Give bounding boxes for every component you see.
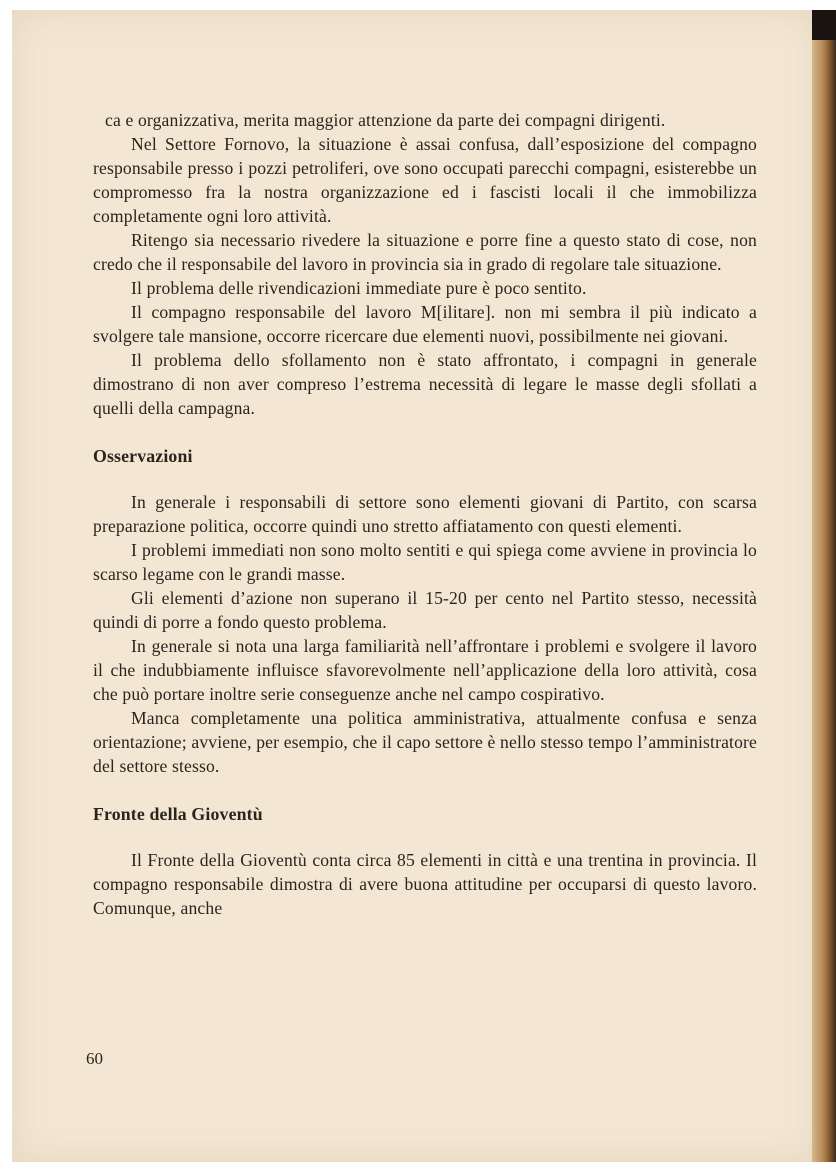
paragraph: In generale si nota una larga familiarità nell’affrontare i problemi e svolgere il lavoro il che indubbiamente influisce sfavorevolmente nell’applicazione della loro attività, cosa che può portare inoltre serie conseguenze anche nel campo cospirativo. (93, 636, 757, 704)
paragraph: Manca completamente una politica amministrativa, attualmente confusa e senza orientazione; avviene, per esempio, che il capo settore è nello stesso tempo l’amministratore del settore stesso. (93, 708, 757, 776)
paragraph: Il Fronte della Gioventù conta circa 85 elementi in città e una trentina in provincia. Il compagno responsabile dimostra di avere buona attitudine per occuparsi di questo lavoro. Comunque, anche (93, 850, 757, 918)
paragraph: ca e organizzativa, merita maggior attenzione da parte dei compagni dirigenti. (105, 110, 666, 130)
paragraph: Il problema dello sfollamento non è stato affrontato, i compagni in generale dimostrano di non aver compreso l’estrema necessità di legare le masse degli sfollati a quelli della campagna. (93, 350, 757, 418)
page-number: 60 (86, 1049, 103, 1068)
paragraph: Nel Settore Fornovo, la situazione è assai confusa, dall’esposizione del compagno responsabile presso i pozzi petroliferi, ove sono occupati parecchi compagni, esisterebbe un compromesso fra la nostra organizzazione ed i fascisti locali il che immobilizza completamente ogni loro attività. (93, 134, 757, 226)
section-heading-observations: Osservazioni (93, 446, 193, 466)
book-binding-edge (812, 10, 836, 1162)
book-binding-shadow (812, 10, 836, 40)
paragraph: In generale i responsabili di settore sono elementi giovani di Partito, con scarsa preparazione politica, occorre quindi uno stretto affiatamento con questi elementi. (93, 492, 757, 536)
paragraph: Il compagno responsabile del lavoro M[ilitare]. non mi sembra il più indicato a svolgere tale mansione, occorre ricercare due elementi nuovi, possibilmente nei giovani. (93, 302, 757, 346)
paragraph: Ritengo sia necessario rivedere la situazione e porre fine a questo stato di cose, non credo che il responsabile del lavoro in provincia sia in grado di regolare tale situazione. (93, 230, 757, 274)
paragraph: Il problema delle rivendicazioni immediate pure è poco sentito. (131, 278, 587, 298)
body-text (93, 108, 757, 920)
paragraph: Gli elementi d’azione non superano il 15-20 per cento nel Partito stesso, necessità quindi di porre a fondo questo problema. (93, 588, 757, 632)
section-heading-youth-front: Fronte della Gioventù (93, 804, 263, 824)
paragraph: I problemi immediati non sono molto sentiti e qui spiega come avviene in provincia lo scarso legame con le grandi masse. (93, 540, 757, 584)
